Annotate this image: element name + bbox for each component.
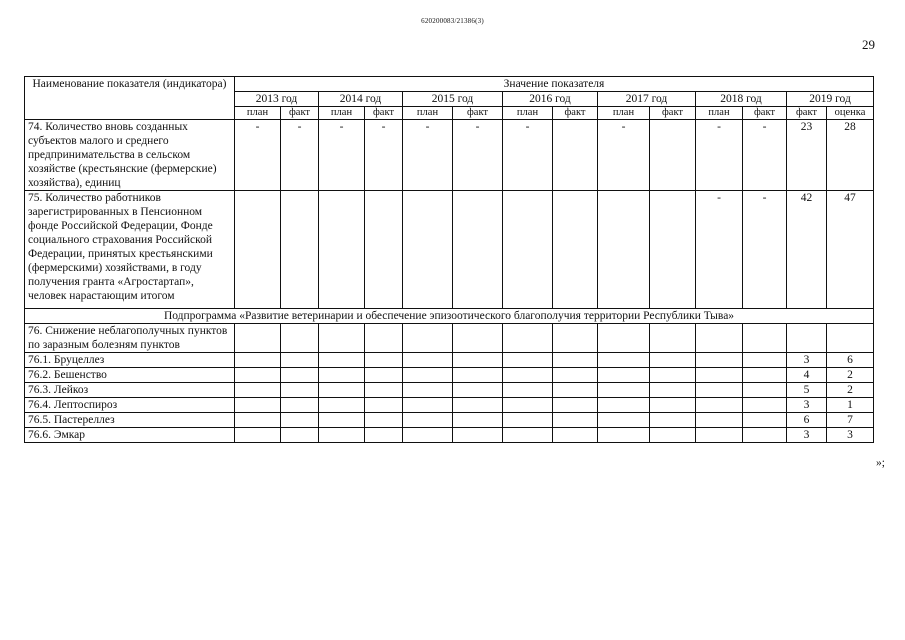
value-cell — [696, 353, 743, 368]
value-cell — [319, 324, 365, 353]
value-cell — [403, 368, 453, 383]
table-row — [25, 191, 874, 309]
value-cell — [598, 191, 650, 309]
value-cell — [553, 120, 598, 191]
header-row-top — [25, 77, 874, 92]
subheader-cell: факт — [650, 107, 696, 120]
value-cell — [598, 324, 650, 353]
value-header: Значение показателя — [235, 77, 874, 92]
subheader-cell: факт — [553, 107, 598, 120]
value-cell — [696, 398, 743, 413]
value-cell: 5 — [787, 383, 827, 398]
value-cell: 7 — [827, 413, 874, 428]
value-cell — [650, 353, 696, 368]
subheader-cell: факт — [787, 107, 827, 120]
value-cell: 23 — [787, 120, 827, 191]
value-cell — [650, 324, 696, 353]
value-cell — [598, 383, 650, 398]
value-cell: - — [598, 120, 650, 191]
subheader-cell: план — [235, 107, 281, 120]
value-cell — [319, 428, 365, 443]
value-cell — [598, 353, 650, 368]
value-cell — [696, 413, 743, 428]
subheader-cell: факт — [365, 107, 403, 120]
value-cell — [696, 368, 743, 383]
value-cell — [650, 191, 696, 309]
value-cell: 6 — [827, 353, 874, 368]
value-cell — [453, 383, 503, 398]
value-cell — [403, 398, 453, 413]
value-cell — [598, 368, 650, 383]
value-cell — [503, 383, 553, 398]
value-cell — [503, 413, 553, 428]
indicator-name: 76.6. Эмкар — [25, 428, 235, 443]
value-cell: - — [503, 120, 553, 191]
value-cell — [743, 324, 787, 353]
value-cell: - — [453, 120, 503, 191]
value-cell — [281, 368, 319, 383]
subheader-cell: план — [503, 107, 553, 120]
value-cell — [403, 383, 453, 398]
value-cell — [403, 353, 453, 368]
subheader-cell: план — [319, 107, 365, 120]
value-cell: 4 — [787, 368, 827, 383]
value-cell — [319, 368, 365, 383]
value-cell — [553, 191, 598, 309]
value-cell — [319, 191, 365, 309]
table-row — [25, 383, 874, 398]
value-cell — [281, 324, 319, 353]
value-cell — [235, 398, 281, 413]
value-cell: - — [696, 120, 743, 191]
value-cell — [553, 353, 598, 368]
value-cell: 6 — [787, 413, 827, 428]
value-cell — [553, 368, 598, 383]
indicator-name: 75. Количество работников зарегистрированных в Пенсионном фонде Российской Федерации, Фонде социального страхования Российской Федерации, принятых крестьянскими (фермерскими) хозяйствами, в году получения гранта «Агростартап», человек нарастающим итогом — [25, 191, 235, 309]
value-cell — [319, 413, 365, 428]
value-cell — [453, 413, 503, 428]
value-cell — [281, 353, 319, 368]
value-cell — [553, 324, 598, 353]
table-row — [25, 428, 874, 443]
value-cell — [365, 353, 403, 368]
table-row — [25, 413, 874, 428]
subheader-cell: план — [403, 107, 453, 120]
value-cell — [650, 413, 696, 428]
value-cell — [553, 413, 598, 428]
value-cell — [650, 120, 696, 191]
value-cell — [235, 368, 281, 383]
value-cell — [696, 383, 743, 398]
value-cell — [553, 398, 598, 413]
subheader-cell: факт — [281, 107, 319, 120]
value-cell: 3 — [787, 353, 827, 368]
value-cell — [503, 353, 553, 368]
value-cell — [696, 428, 743, 443]
value-cell: 3 — [787, 398, 827, 413]
value-cell: 47 — [827, 191, 874, 309]
value-cell — [650, 398, 696, 413]
value-cell: - — [696, 191, 743, 309]
value-cell — [365, 398, 403, 413]
subheader-cell: факт — [743, 107, 787, 120]
value-cell — [403, 428, 453, 443]
table-row — [25, 353, 874, 368]
year-header: 2017 год — [598, 92, 696, 107]
value-cell — [503, 191, 553, 309]
value-cell: - — [319, 120, 365, 191]
year-header: 2019 год — [787, 92, 874, 107]
value-cell: - — [281, 120, 319, 191]
value-cell — [598, 413, 650, 428]
value-cell: - — [743, 191, 787, 309]
value-cell — [650, 368, 696, 383]
value-cell — [787, 324, 827, 353]
value-cell: 2 — [827, 383, 874, 398]
value-cell — [281, 191, 319, 309]
indicator-name: 76.2. Бешенство — [25, 368, 235, 383]
value-cell — [650, 428, 696, 443]
value-cell: 42 — [787, 191, 827, 309]
value-cell — [743, 398, 787, 413]
value-cell: 1 — [827, 398, 874, 413]
closing-quote: »; — [876, 457, 885, 469]
value-cell — [365, 368, 403, 383]
value-cell — [743, 413, 787, 428]
value-cell — [235, 353, 281, 368]
value-cell: 3 — [827, 428, 874, 443]
value-cell — [453, 368, 503, 383]
value-cell — [453, 324, 503, 353]
value-cell — [598, 428, 650, 443]
value-cell — [235, 428, 281, 443]
value-cell: - — [235, 120, 281, 191]
value-cell — [281, 413, 319, 428]
value-cell — [743, 428, 787, 443]
value-cell — [827, 324, 874, 353]
section-row — [25, 309, 874, 324]
value-cell: - — [743, 120, 787, 191]
value-cell — [598, 398, 650, 413]
table-row — [25, 324, 874, 353]
table-row — [25, 368, 874, 383]
value-cell — [235, 324, 281, 353]
value-cell — [319, 353, 365, 368]
value-cell — [650, 383, 696, 398]
value-cell — [403, 191, 453, 309]
value-cell — [503, 368, 553, 383]
value-cell — [281, 383, 319, 398]
value-cell — [553, 383, 598, 398]
value-cell — [553, 428, 598, 443]
indicator-name: 76.1. Бруцеллез — [25, 353, 235, 368]
subheader-cell: план — [598, 107, 650, 120]
value-cell: - — [365, 120, 403, 191]
subprogram-title: Подпрограмма «Развитие ветеринарии и обеспечение эпизоотического благополучия территории Республики Тыва» — [25, 309, 874, 324]
indicator-name: 76.5. Пастереллез — [25, 413, 235, 428]
value-cell — [235, 383, 281, 398]
value-cell — [743, 353, 787, 368]
value-cell — [503, 398, 553, 413]
year-header: 2014 год — [319, 92, 403, 107]
table-row — [25, 398, 874, 413]
value-cell — [319, 383, 365, 398]
value-cell — [319, 398, 365, 413]
page-number: 29 — [862, 37, 875, 52]
value-cell — [453, 191, 503, 309]
year-header: 2013 год — [235, 92, 319, 107]
indicator-name: 76. Снижение неблагополучных пунктов по заразным болезням пунктов — [25, 324, 235, 353]
value-cell — [235, 413, 281, 428]
value-cell: - — [403, 120, 453, 191]
value-cell — [281, 428, 319, 443]
value-cell — [403, 324, 453, 353]
year-header: 2015 год — [403, 92, 503, 107]
value-cell — [365, 324, 403, 353]
value-cell — [743, 383, 787, 398]
value-cell — [281, 398, 319, 413]
value-cell — [235, 191, 281, 309]
subheader-cell: оценка — [827, 107, 874, 120]
value-cell — [696, 324, 743, 353]
year-header: 2016 год — [503, 92, 598, 107]
value-cell — [503, 428, 553, 443]
value-cell — [743, 368, 787, 383]
value-cell: 3 — [787, 428, 827, 443]
value-cell: 2 — [827, 368, 874, 383]
value-cell — [365, 413, 403, 428]
value-cell — [453, 428, 503, 443]
indicator-table — [24, 76, 874, 443]
value-cell — [403, 413, 453, 428]
value-cell — [365, 428, 403, 443]
document-id: 620200083/21386(3) — [421, 17, 484, 25]
indicator-name: 74. Количество вновь созданных субъектов малого и среднего предпринимательства в сельском хозяйстве (крестьянские (фермерские) хозяйства), единиц — [25, 120, 235, 191]
subheader-cell: факт — [453, 107, 503, 120]
indicator-name-header: Наименование показателя (индикатора) — [25, 77, 235, 120]
value-cell: 28 — [827, 120, 874, 191]
value-cell — [503, 324, 553, 353]
year-header: 2018 год — [696, 92, 787, 107]
value-cell — [365, 191, 403, 309]
value-cell — [453, 398, 503, 413]
value-cell — [453, 353, 503, 368]
indicator-name: 76.4. Лептоспироз — [25, 398, 235, 413]
table-row — [25, 120, 874, 191]
subheader-cell: план — [696, 107, 743, 120]
indicator-name: 76.3. Лейкоз — [25, 383, 235, 398]
value-cell — [365, 383, 403, 398]
